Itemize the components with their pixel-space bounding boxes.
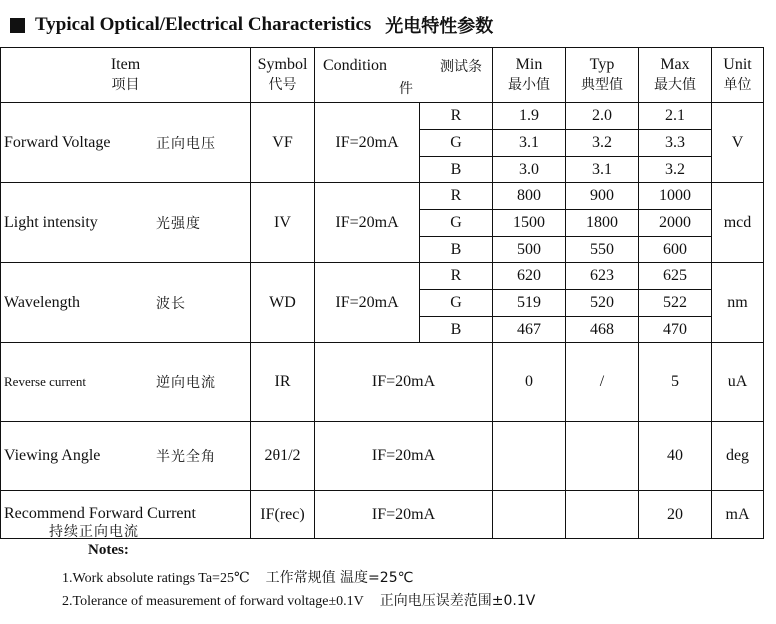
- symbol-cell: VF: [251, 103, 315, 183]
- header-unit: Unit 单位: [712, 48, 764, 103]
- min-value: 800: [493, 183, 566, 210]
- item-cell: [1, 263, 251, 343]
- min-value: 467: [493, 317, 566, 343]
- item-name-en: Reverse current: [4, 374, 86, 389]
- min-value: [493, 422, 566, 491]
- color-label: G: [420, 290, 493, 317]
- max-value: 20: [639, 491, 712, 539]
- max-value: 2.1: [639, 103, 712, 130]
- header-row: [1, 48, 764, 103]
- note-1: 1.Work absolute ratings Ta=25℃ 工作常规值 温度=25℃: [62, 570, 414, 586]
- characteristics-table: [0, 47, 764, 539]
- min-value: 500: [493, 237, 566, 263]
- color-label: B: [420, 317, 493, 343]
- symbol-cell: IV: [251, 183, 315, 263]
- min-value: 3.0: [493, 157, 566, 183]
- note-2: 2.Tolerance of measurement of forward voltage±0.1V 正向电压误差范围±0.1V: [62, 593, 536, 609]
- max-value: 1000: [639, 183, 712, 210]
- condition-cell: IF=20mA: [315, 183, 420, 263]
- max-value: 470: [639, 317, 712, 343]
- color-label: R: [420, 103, 493, 130]
- section-title: [10, 10, 493, 40]
- header-min: Min 最小值: [493, 48, 566, 103]
- color-label: R: [420, 183, 493, 210]
- condition-cell: IF=20mA: [315, 343, 493, 422]
- notes-title: Notes:: [88, 542, 129, 558]
- max-value: 522: [639, 290, 712, 317]
- table-row: [1, 183, 764, 210]
- item-name-cn: 波长: [156, 295, 186, 312]
- typ-value: 550: [566, 237, 639, 263]
- max-value: 600: [639, 237, 712, 263]
- typ-value: 623: [566, 263, 639, 290]
- typ-value: 3.2: [566, 130, 639, 157]
- max-value: 40: [639, 422, 712, 491]
- item-name-en: Forward Voltage: [4, 133, 111, 151]
- condition-cell: IF=20mA: [315, 103, 420, 183]
- color-label: B: [420, 237, 493, 263]
- table-row: [1, 103, 764, 130]
- item-name-en: Recommend Forward Current: [4, 505, 196, 522]
- typ-value: 3.1: [566, 157, 639, 183]
- typ-value: 900: [566, 183, 639, 210]
- min-value: [493, 491, 566, 539]
- item-name-cn: 光强度: [156, 215, 201, 232]
- symbol-cell: IR: [251, 343, 315, 422]
- table-row: [1, 263, 764, 290]
- unit-cell: nm: [712, 263, 764, 343]
- symbol-cell: IF(rec): [251, 491, 315, 539]
- square-bullet-icon: [10, 18, 25, 33]
- max-value: 5: [639, 343, 712, 422]
- typ-value: 2.0: [566, 103, 639, 130]
- table-row: [1, 491, 764, 539]
- title-en: Typical Optical/Electrical Characteristics: [35, 14, 372, 35]
- color-label: G: [420, 130, 493, 157]
- item-cell: [1, 422, 251, 491]
- typ-value: 520: [566, 290, 639, 317]
- header-symbol: Symbol 代号: [251, 48, 315, 103]
- typ-value: 468: [566, 317, 639, 343]
- header-item: Item 项目: [1, 48, 251, 103]
- typ-value: 1800: [566, 210, 639, 237]
- typ-value: [566, 422, 639, 491]
- item-name-cn: 半光全角: [156, 449, 216, 465]
- max-value: 3.3: [639, 130, 712, 157]
- condition-cell: IF=20mA: [315, 263, 420, 343]
- condition-cell: IF=20mA: [315, 422, 493, 491]
- item-cell: [1, 491, 251, 539]
- typ-value: /: [566, 343, 639, 422]
- color-label: R: [420, 263, 493, 290]
- table-row: [1, 343, 764, 422]
- item-name-en: Viewing Angle: [4, 447, 101, 464]
- item-cell: [1, 183, 251, 263]
- item-name-cn: 逆向电流: [156, 375, 216, 391]
- max-value: 2000: [639, 210, 712, 237]
- item-name-en: Wavelength: [4, 293, 81, 311]
- max-value: 3.2: [639, 157, 712, 183]
- color-label: G: [420, 210, 493, 237]
- unit-cell: mA: [712, 491, 764, 539]
- header-max: Max 最大值: [639, 48, 712, 103]
- unit-cell: deg: [712, 422, 764, 491]
- color-label: B: [420, 157, 493, 183]
- typ-value: [566, 491, 639, 539]
- symbol-cell: WD: [251, 263, 315, 343]
- item-cell: [1, 343, 251, 422]
- unit-cell: uA: [712, 343, 764, 422]
- header-condition: Condition 测试条 件: [315, 48, 493, 103]
- min-value: 0: [493, 343, 566, 422]
- item-name-cn: 正向电压: [156, 135, 216, 152]
- item-name-cn: 持续正向电流: [49, 524, 139, 540]
- title-cn: 光电特性参数: [385, 16, 494, 37]
- min-value: 1500: [493, 210, 566, 237]
- condition-cell: IF=20mA: [315, 491, 493, 539]
- min-value: 3.1: [493, 130, 566, 157]
- max-value: 625: [639, 263, 712, 290]
- item-cell: [1, 103, 251, 183]
- unit-cell: mcd: [712, 183, 764, 263]
- item-name-en: Light intensity: [4, 213, 98, 231]
- min-value: 519: [493, 290, 566, 317]
- unit-cell: V: [712, 103, 764, 183]
- header-typ: Typ 典型值: [566, 48, 639, 103]
- min-value: 1.9: [493, 103, 566, 130]
- table-row: [1, 422, 764, 491]
- symbol-cell: 2θ1/2: [251, 422, 315, 491]
- min-value: 620: [493, 263, 566, 290]
